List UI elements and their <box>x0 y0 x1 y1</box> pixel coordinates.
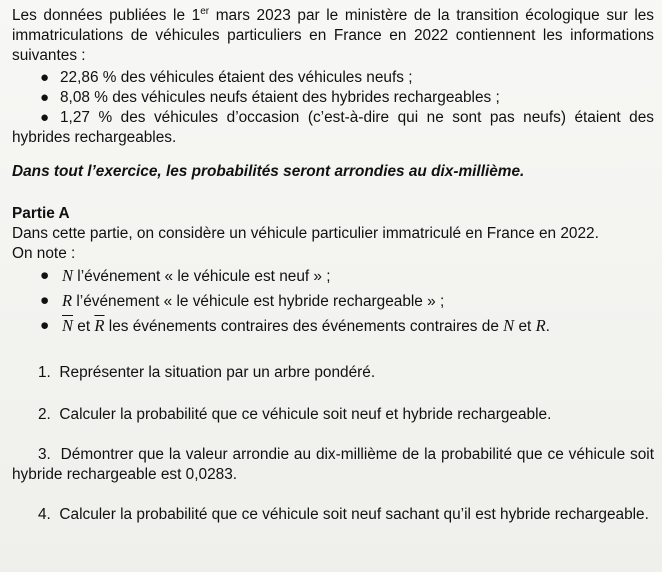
exercise-content <box>12 6 654 525</box>
list-item: ● 22,86 % des véhicules étaient des véhicules neufs ; <box>40 69 413 86</box>
part-a-context: Dans cette partie, on considère un véhicule particulier immatriculé en France en 2022. <box>12 225 599 242</box>
question-3: 3. Démontrer que la valeur arrondie au dix-millième de la probabilité que ce véhicule soit hybride rechargeable est 0,0283. <box>12 446 654 483</box>
bullet-icon: ● <box>40 89 50 106</box>
definitions-list <box>12 266 654 337</box>
bullet-icon: ● <box>40 292 50 309</box>
bullet-icon: ● <box>40 317 50 334</box>
bullet-icon: ● <box>40 267 50 284</box>
list-item: ● N l’événement « le véhicule est neuf » ; <box>40 266 331 285</box>
part-a-note-label: On note : <box>12 245 76 262</box>
question-2: 2. Calculer la probabilité que ce véhicule soit neuf et hybride rechargeable. <box>38 406 552 423</box>
list-item: ● 8,08 % des véhicules neufs étaient des hybrides rechargeables ; <box>40 89 500 106</box>
list-item: ● $\overline{N}$ et $\overline{R}$ les événements contraires des événements contraires de N et R. <box>40 316 550 335</box>
rounding-note: Dans tout l’exercice, les probabilités seront arrondies au dix-millième. <box>12 163 525 180</box>
intro-paragraph: Les données publiées le 1er mars 2023 par le ministère de la transition écologique sur les immatriculations de véhicules particuliers en France en 2022 contiennent les informations suivantes : <box>12 5 655 64</box>
question-1: 1. Représenter la situation par un arbre pondéré. <box>38 364 376 381</box>
stats-list <box>12 68 654 148</box>
question-4: 4. Calculer la probabilité que ce véhicule soit neuf sachant qu’il est hybride rechargeable. <box>38 506 649 523</box>
bullet-icon: ● <box>40 109 50 126</box>
list-item: ● 1,27 % des véhicules d’occasion (c’est-à-dire qui ne sont pas neufs) étaient des hybrides rechargeables. <box>12 109 654 146</box>
part-a-title: Partie A <box>12 205 70 222</box>
bullet-icon: ● <box>40 69 50 86</box>
list-item: ● R l’événement « le véhicule est hybride rechargeable » ; <box>40 291 445 310</box>
